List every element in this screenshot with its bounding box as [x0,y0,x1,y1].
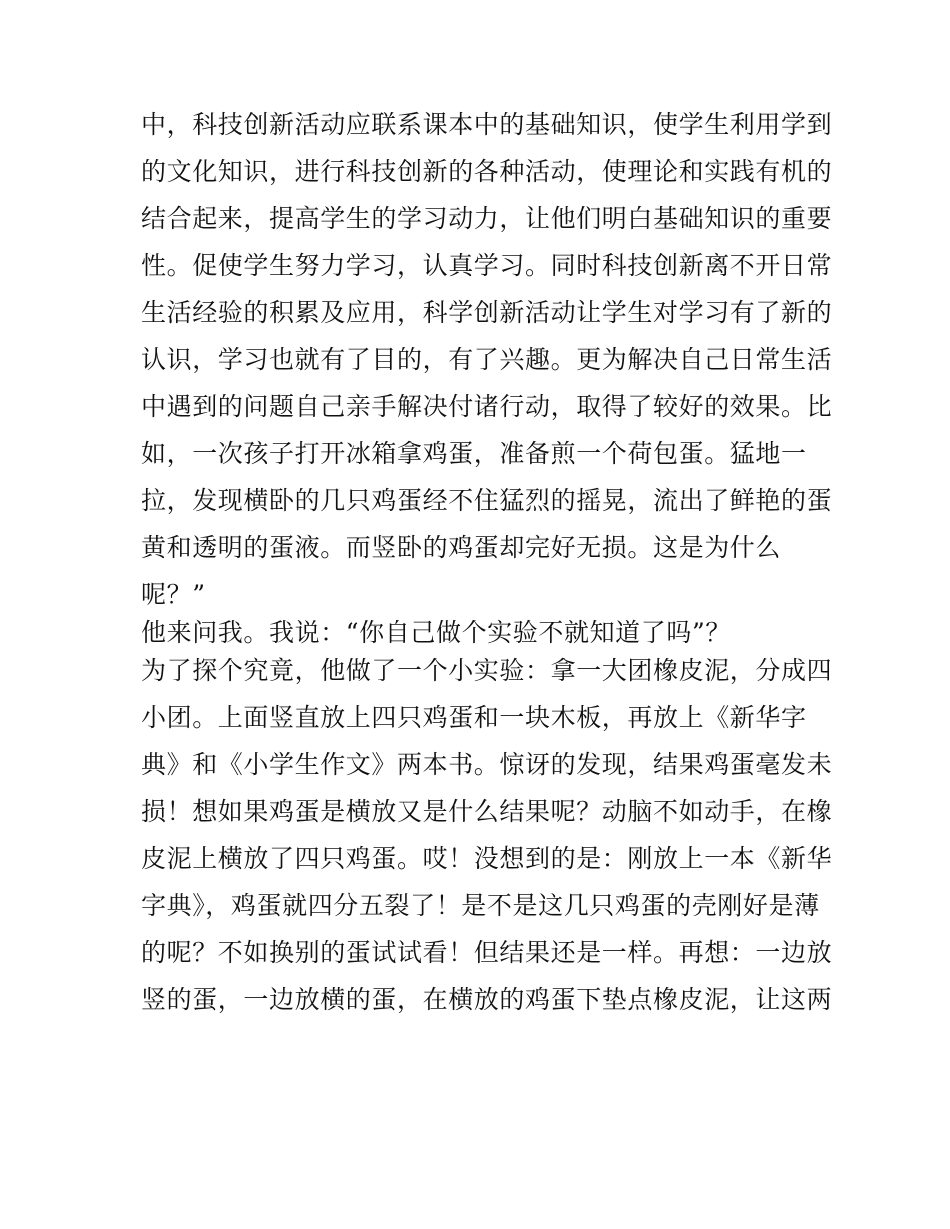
text-line: 生活经验的积累及应用，科学创新活动让学生对学习有了新的 [141,298,833,327]
text-line: 损！想如果鸡蛋是横放又是什么结果呢？动脑不如动手，在橡 [141,797,833,826]
text-line: 结合起来，提高学生的学习动力，让他们明白基础知识的重要 [141,204,833,233]
text-line: 拉，发现横卧的几只鸡蛋经不住猛烈的摇晃，流出了鲜艳的蛋 [141,486,833,515]
text-line: 的文化知识，进行科技创新的各种活动，使理论和实践有机的 [141,157,833,186]
text-line: 皮泥上横放了四只鸡蛋。哎！没想到的是：刚放上一本《新华 [141,844,833,873]
text-line: 为了探个究竟，他做了一个小实验：拿一大团橡皮泥，分成四 [141,656,833,685]
text-line: 呢？” [141,580,206,609]
body-text [141,110,831,1015]
text-line: 性。促使学生努力学习，认真学习。同时科技创新离不开日常 [141,251,833,280]
text-line: 如，一次孩子打开冰箱拿鸡蛋，准备煎一个荷包蛋。猛地一 [141,439,807,468]
text-line: 他来问我。我说：“你自己做个实验不就知道了吗”？ [141,618,731,647]
text-line: 黄和透明的蛋液。而竖卧的鸡蛋却完好无损。这是为什么 [141,533,782,562]
text-line: 竖的蛋，一边放横的蛋，在横放的鸡蛋下垫点橡皮泥，让这两 [141,985,833,1014]
text-line: 认识，学习也就有了目的，有了兴趣。更为解决自己日常生活 [141,345,833,374]
text-line: 字典》，鸡蛋就四分五裂了！是不是这几只鸡蛋的壳刚好是薄 [141,891,820,920]
text-line: 典》和《小学生作文》两本书。惊讶的发现，结果鸡蛋毫发未 [141,750,833,779]
text-line: 小团。上面竖直放上四只鸡蛋和一块木板，再放上《新华字 [141,703,807,732]
text-line: 的呢？不如换别的蛋试试看！但结果还是一样。再想：一边放 [141,938,833,967]
text-line: 中遇到的问题自己亲手解决付诸行动，取得了较好的效果。比 [141,392,833,421]
text-line: 中，科技创新活动应联系课本中的基础知识，使学生利用学到 [141,110,833,139]
